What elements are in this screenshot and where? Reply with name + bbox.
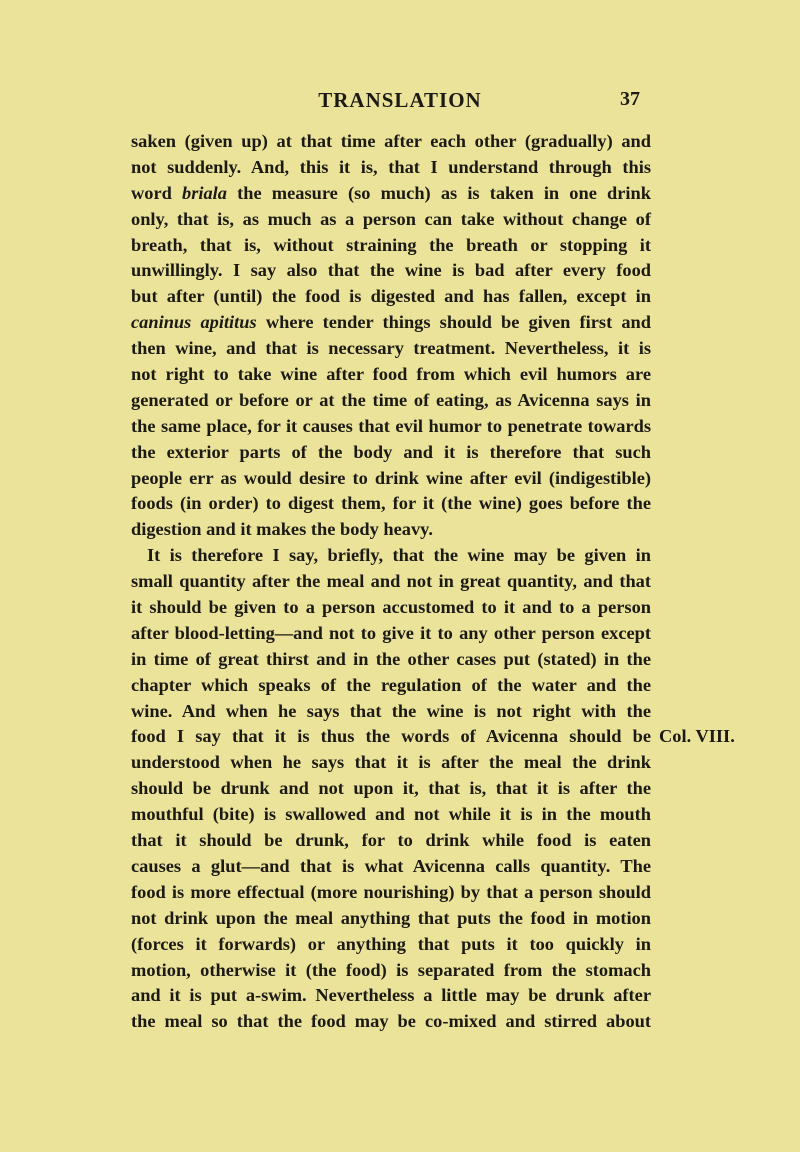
text-line: foods (in order) to digest them, for it (the wine) goes before the [131, 493, 651, 514]
text-line: (forces it forwards) or anything that puts it too quickly in [131, 933, 651, 954]
text-line: then wine, and that is necessary treatment. Nevertheless, it is [131, 338, 651, 359]
margin-note: Col. VIII. [659, 726, 735, 747]
text-line: not right to take wine after food from which evil humors are [131, 364, 651, 385]
text-line: people err as would desire to drink wine after evil (indigestible) [131, 467, 651, 488]
text-line: It is therefore I say, briefly, that the wine may be given in [147, 545, 651, 566]
text-line: small quantity after the meal and not in great quantity, and that [131, 571, 651, 592]
text-line: not drink upon the meal anything that puts the food in motion [131, 907, 651, 928]
italic-term: briala [182, 182, 227, 203]
text-line: the exterior parts of the body and it is therefore that such [131, 441, 651, 462]
text-line: saken (given up) at that time after each other (gradually) and [131, 131, 651, 151]
text-line: unwillingly. I say also that the wine is bad after every food [131, 260, 651, 281]
text-line: motion, otherwise it (the food) is separated from the stomach [131, 959, 651, 980]
text-line: it should be given to a person accustomed to it and to a person [131, 597, 651, 618]
text-line: not suddenly. And, this it is, that I understand through this [131, 156, 651, 177]
text-line [131, 310, 651, 336]
text-line [131, 181, 651, 207]
text-line: but after (until) the food is digested and has fallen, except in [131, 286, 651, 307]
text-line: mouthful (bite) is swallowed and not while it is in the mouth [131, 804, 651, 825]
text-line: the meal so that the food may be co-mixed and stirred about [131, 1011, 651, 1032]
text-line: wine. And when he says that the wine is not right with the [131, 700, 651, 721]
text-line-segment: the measure (so much) as is taken in one drink [226, 182, 651, 203]
text-line: in time of great thirst and in the other cases put (stated) in the [131, 648, 651, 669]
text-line: and it is put a-swim. Nevertheless a little may be drunk after [131, 985, 651, 1006]
text-line: digestion and it makes the body heavy. [131, 519, 433, 540]
text-line-segment: where tender things should be given first and [256, 312, 651, 333]
text-line: causes a glut—and that is what Avicenna calls quantity. The [131, 855, 651, 876]
page-number: 37 [620, 88, 640, 110]
text-line: understood when he says that it is after the meal the drink [131, 752, 651, 773]
text-line [131, 724, 735, 750]
text-line: after blood-letting—and not to give it to any other person except [131, 622, 651, 643]
running-head [0, 88, 800, 116]
italic-term: caninus apititus [131, 312, 257, 333]
text-line: that it should be drunk, for to drink while food is eaten [131, 830, 651, 851]
body-text [131, 129, 735, 1035]
text-line: breath, that is, without straining the breath or stopping it [131, 234, 651, 255]
text-line: should be drunk and not upon it, that is, that it is after the [131, 778, 651, 799]
text-line: food is more effectual (more nourishing) by that a person should [131, 881, 651, 902]
text-line: the same place, for it causes that evil humor to penetrate towards [131, 415, 651, 436]
text-line: generated or before or at the time of eating, as Avicenna says in [131, 389, 651, 410]
text-line: only, that is, as much as a person can take without change of [131, 208, 651, 229]
running-title: TRANSLATION [318, 88, 482, 112]
text-line-segment: food I say that it is thus the words of Avicenna should be [131, 726, 651, 747]
text-line-segment: word [131, 182, 183, 203]
text-line: chapter which speaks of the regulation of the water and the [131, 674, 651, 695]
